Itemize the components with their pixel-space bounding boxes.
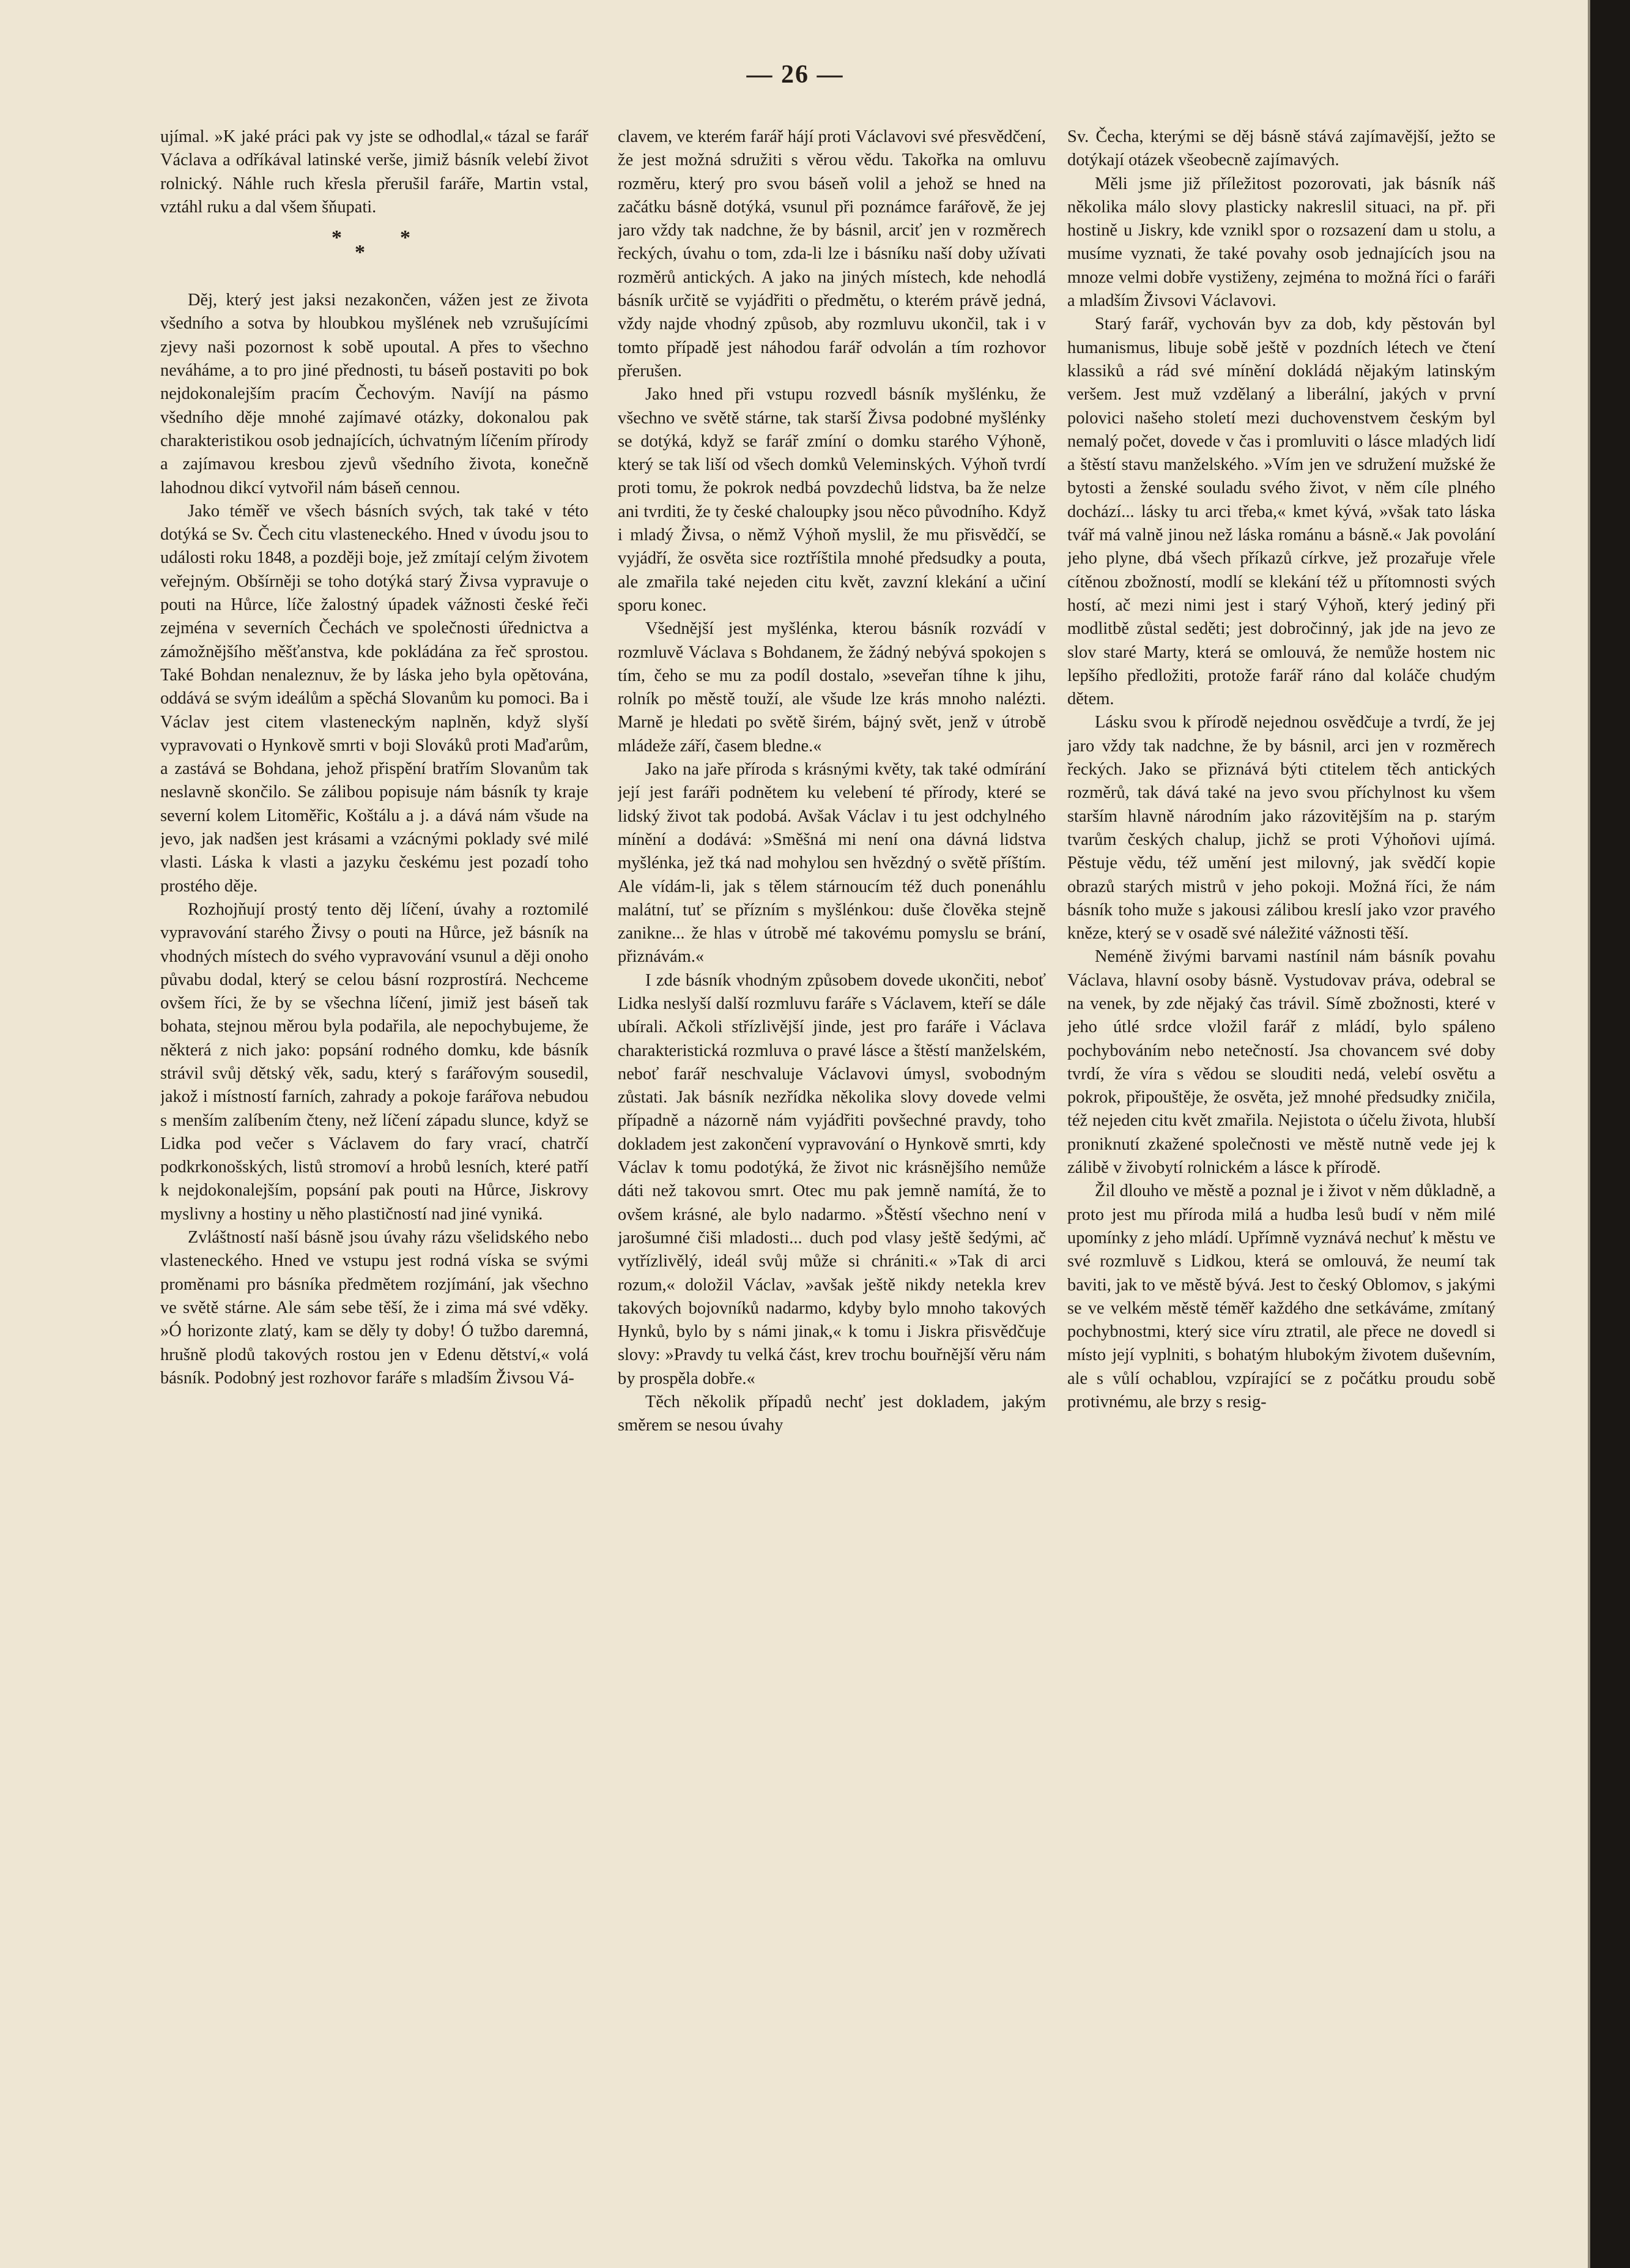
column-3 [1067, 125, 1495, 2248]
paragraph: Sv. Čecha, kterými se děj básně stává zajímavější, ježto se dotýkají otázek všeobecně zajímavých. [1067, 127, 1495, 170]
paragraph: Těch několik případů nechť jest dokladem, jakým směrem se nesou úvahy [618, 1392, 1046, 1435]
paragraph: Neméně živými barvami nastínil nám básník povahu Václava, hlavní osoby básně. Vystudovav práva, odebral se na venek, by zde nějaký čas trávil. Símě zbožnosti, které v jeho útlé srdce vložil farář z mládí, bylo spáleno pochybováním nebo netečností. Jsa chovancem své doby tvrdí, že víra s vědou se slouditi nedá, velebí osvětu a pokrok, připouštěje, že osvěta, jež mnohé předsudky zničila, též nejeden citu květ zmařila. Nejistota o účelu života, hlubší proniknutí zkažené společnosti ve městě nutně vede jej k zálibě v živobytí rolnickém a lásce k přírodě. [1067, 947, 1495, 1178]
paragraph: Jako na jaře příroda s krásnými květy, tak také odmírání její jest faráři podnětem ku velebení té přírody, které se lidský život tak podobá. Avšak Václav i tu jest odchylného mínění a dodává: »Směšná mi není ona dávná lidstva myšlénka, jež tká nad mohylou sen hvězdný o světě příštím. Ale vídám-li, jak s tělem stárnoucím též duch ponenáhlu malátní, tuť se přízním s myšlénkou: duše člověka stejně zanikne... že hlas v útrobě mé takovému pomyslu se brání, přiznávám.« [618, 760, 1046, 967]
paragraph: Zvláštností naší básně jsou úvahy rázu všelidského nebo vlasteneckého. Hned ve vstupu jest rodná víska se svými proměnami pro básníka předmětem rozjímání, jak všechno ve světě stárne. Ale sám sebe těší, že i zima má své vděky. »Ó horizonte zlatý, kam se děly ty doby! Ó tužbo daremná, hrušně plodů takových rostou jen v Edenu dětství,« volá básník. Podobný jest rozhovor faráře s mladším Živsou Vá- [160, 1228, 588, 1388]
paragraph: Rozhojňují prostý tento děj líčení, úvahy a roztomilé vypravování starého Živsy o pouti na Hůrce, jež básník na vhodných místech do svého vypravování vsunul a ději onoho půvabu dodal, který se celou básní rozprostírá. Nechceme ovšem říci, že by se všechna líčení, jimiž jest báseň tak bohata, stejnou měrou byla podařila, ale nepochybujeme, že některá z nich jako: popsání rodného domku, kde básník strávil svůj dětský věk, sadu, který s farářovým sousedil, jakož i místností farních, zahrady a pokoje farářova nebudou s menším zalíbením čteny, než líčení západu slunce, když se Lidka pod večer s Václavem do fary vrací, chatrčí podkrkonošských, listů stromoví a hrobů lesních, které patří k nejdokonalejším, popsání pak pouti na Hůrce, Jiskrovy myslivny a hostiny u něho plastičností nad jiné vyniká. [160, 899, 588, 1224]
paragraph: ujímal. »K jaké práci pak vy jste se odhodlal,« tázal se farář Václava a odříkával latinské verše, jimiž básník velebí život rolnický. Náhle ruch křesla přerušil faráře, Martin vstal, vztáhl ruku a dal všem šňupati. [160, 127, 588, 217]
paragraph: Lásku svou k přírodě nejednou osvědčuje a tvrdí, že jej jaro vždy tak nadchne, že by básnil, arci jen v rozměrech řeckých. Jako se přiznává býti ctitelem těch antických rozměrů, tak dává také na jevo svou příchylnost ku všem starším hlavně národním jako rázovitějším na p. starým tvarům českých chalup, jichž se proti Výhoňovi ujímá. Pěstuje vědu, též umění jest milovný, jak svědčí kopie obrazů starých mistrů v jeho pokoji. Možná říci, že nám básník toho muže s jakousi zálibou kreslí jako vzor pravého kněze, který se v osadě své náležité vážnosti těší. [1067, 713, 1495, 943]
column-2 [618, 125, 1046, 2248]
section-separator: * * * [332, 226, 410, 264]
paragraph: Jako téměř ve všech básních svých, tak také v této dotýká se Sv. Čech citu vlasteneckého. Hned v úvodu jsou to události roku 1848, a později boje, jež zmítají celým životem veřejným. Obšírněji se toho dotýká starý Živsa vypravuje o pouti na Hůrce, líče žalostný úpadek vážnosti české řeči zejména v severních Čechách ve společnosti úřednictva a zámožnějšího měšťanstva, kde pokládána za řeč sprostou. Také Bohdan nenaleznuv, že by láska jeho byla opětována, oddává se svým ideálům a spěchá Slovanům ku pomoci. Ba i Václav jest citem vlasteneckým naplněn, když slyší vypravovati o Hynkově smrti v boji Slováků proti Maďarům, a zastává se Bohdana, jehož přispění bratřím Slovanům tak neslavně skončilo. Se zálibou popisuje nám básník ty kraje severní kolem Litoměřic, Koštálu a j. a dává nám všude na jevo, jak nadšen jest krásami a vzácnými poklady své milé vlasti. Láska k vlasti a jazyku českému jest pozadí toho prostého děje. [160, 501, 588, 896]
paragraph: I zde básník vhodným způsobem dovede ukončiti, neboť Lidka neslyší další rozmluvu faráře s Václavem, kteří se dále ubírali. Ačkoli střízlivější jinde, jest pro faráře i Václava charakteristická rozmluva o pravé lásce a štěstí manželském, neboť farář neschvaluje Václavovi úmysl, svobodným zůstati. Jak básník nezřídka několika slovy dovede velmi případně a názorně nám vyjádřiti povšechné pravdy, toho dokladem jest zakončení vypravování o Hynkově smrti, kdy Václav k tomu podotýká, že život nic krásnějšího nemůže dáti než takovou smrt. Otec mu pak jemně namítá, že to ovšem krásné, ale bylo nadarmo. »Štěstí všechno není v jarošumné čiši mladosti... duch pod vlasy ještě šedými, ač vytřízlivělý, ideál svůj může si chrániti.« »Tak di arci rozum,« doložil Václav, »avšak ještě nikdy netekla krev takových bojovníků nadarmo, kdyby bylo mnoho takových Hynků, bylo by s námi jinak,« k tomu i Jiskra přisvědčuje slovy: »Pravdy tu velká část, krev trochu bouřnější věru nám by prospěla dobře.« [618, 970, 1046, 1388]
scan-border [1590, 0, 1630, 2268]
page-number: — 26 — [746, 61, 844, 89]
paragraph: Starý farář, vychován byv za dob, kdy pěstován byl humanismus, libuje sobě ještě v pozdních létech ve čtení klassiků a rád své mínění dokládá nějakým latinským veršem. Jest muž vzdělaný a liberální, jakých v první polovici našeho století mezi duchovenstvem českým byl nemalý počet, dovede v čas i promluviti o lásce mladých lidí a štěstí stavu manželského. »Vím jen ve sdružení mužské že bytosti a ženské souladu svého život, v něm cíle plného dochází... lásky tu arci třeba,« kmet kývá, »však tato láska tvář má valně jinou než láska románu a básně.« Jak povolání jeho plyne, dbá všech příkazů církve, jež prozařuje vřele cítěnou zbožností, modlí se klekání též u přítomnosti svých hostí, ač mezi nimi jest i starý Výhoň, který jediný při modlitbě zůstal seděti; jest dobročinný, jak jde na jevo ze slov staré Marty, která se omlouvá, že nemůže hostem nic lepšího předložiti, protože farář ráno dal koláče chudým dětem. [1067, 314, 1495, 709]
paragraph: Měli jsme již příležitost pozorovati, jak básník náš několika málo slovy plasticky nakreslil situaci, na př. při hostině u Jiskry, kde vznikl spor o rozsazení dam u stolu, a musíme vyznati, že také povahy osob jednajících jsou na mnoze velmi dobře vystiženy, zejména to možná říci o faráři a mladším Živsovi Václavovi. [1067, 174, 1495, 311]
paragraph: Žil dlouho ve městě a poznal je i život v něm důkladně, a proto jest mu příroda milá a hudba lesů budí v něm milé upomínky z jeho mládí. Upřímně vyznává nechuť k městu ve své rozmluvě s Lidkou, která se omlouvá, že neumí tak baviti, jak to ve městě bývá. Jest to český Oblomov, s jakými se ve velkém městě téměř každého dne setkáváme, zmítaný pochybnostmi, který sice víru ztratil, ale přece ne dovedl si místo její vyplniti, s bohatým hlubokým životem duševním, ale s vůlí ochablou, vzpírající se z počátku proudu sobě protivnému, ale brzy s resig- [1067, 1181, 1495, 1412]
paragraph: Děj, který jest jaksi nezakončen, vážen jest ze života všedního a sotva by hloubkou myšlének neb vzrušujícími zjevy naši pozornost k sobě upoutal. A přes to všechno neváháme, a to pro jiné přednosti, tu báseň postaviti po bok nejdokonalejším pracím Čechovým. Navíjí na pásmo všedního děje mnohé zajímavé otázky, dokonalou pak charakteristikou osob jednajících, úchvatným líčením přírody a zajímavou kresbou zjevů všedního života, konečně lahodnou dikcí vytvořil nám báseň cennou. [160, 291, 588, 497]
column-1 [160, 125, 588, 2248]
paragraph: Jako hned při vstupu rozvedl básník myšlénku, že všechno ve světě stárne, tak starší Živsa podobné myšlénky se dotýká, když se farář zmíní o domku starého Výhoně, který se tak liší od všech domků Veleminských. Výhoň tvrdí proti tomu, že pokrok nedbá povzdechů lidstva, ba že nelze ani tvrditi, že ty české chaloupky jsou něco původního. Když i mladý Živsa, o němž Výhoň myslil, že mu přisvědčí, se vyjádří, že osvěta sice roztříštila mnohé předsudky a pouta, ale zmařila také nejeden citu květ, zavzní klekání a učiní sporu konec. [618, 385, 1046, 615]
paragraph: clavem, ve kterém farář hájí proti Václavovi své přesvědčení, že jest možná sdružiti s věrou vědu. Takořka na omluvu rozměru, který pro svou báseň volil a jehož se hned na začátku básně dotýká, vsunul při poznámce farářově, že jej jaro vždy tak nadchne, že by básnil, arciť jen v rozměrech řeckých, úvahu o tom, zda-li lze i básníku naší doby užívati rozměrů antických. A jako na jiných místech, kde nehodlá básník určitě se vyjádřiti o předmětu, o kterém právě jedná, vždy najde vhodný způsob, aby rozmluvu ukončil, tak i v tomto případě jest náhodou farář odvolán a tím rozhovor přerušen. [618, 127, 1046, 381]
paragraph: Všednější jest myšlénka, kterou básník rozvádí v rozmluvě Václava s Bohdanem, že žádný nebývá spokojen s tím, čeho se mu za podíl dostalo, »seveřan tíhne k jihu, rolník po městě touží, ale všude lze krás mnoho nalézti. Marně je hledati po světě širém, bájný svět, jenž v útrobě mládeže září, časem bledne.« [618, 619, 1046, 756]
